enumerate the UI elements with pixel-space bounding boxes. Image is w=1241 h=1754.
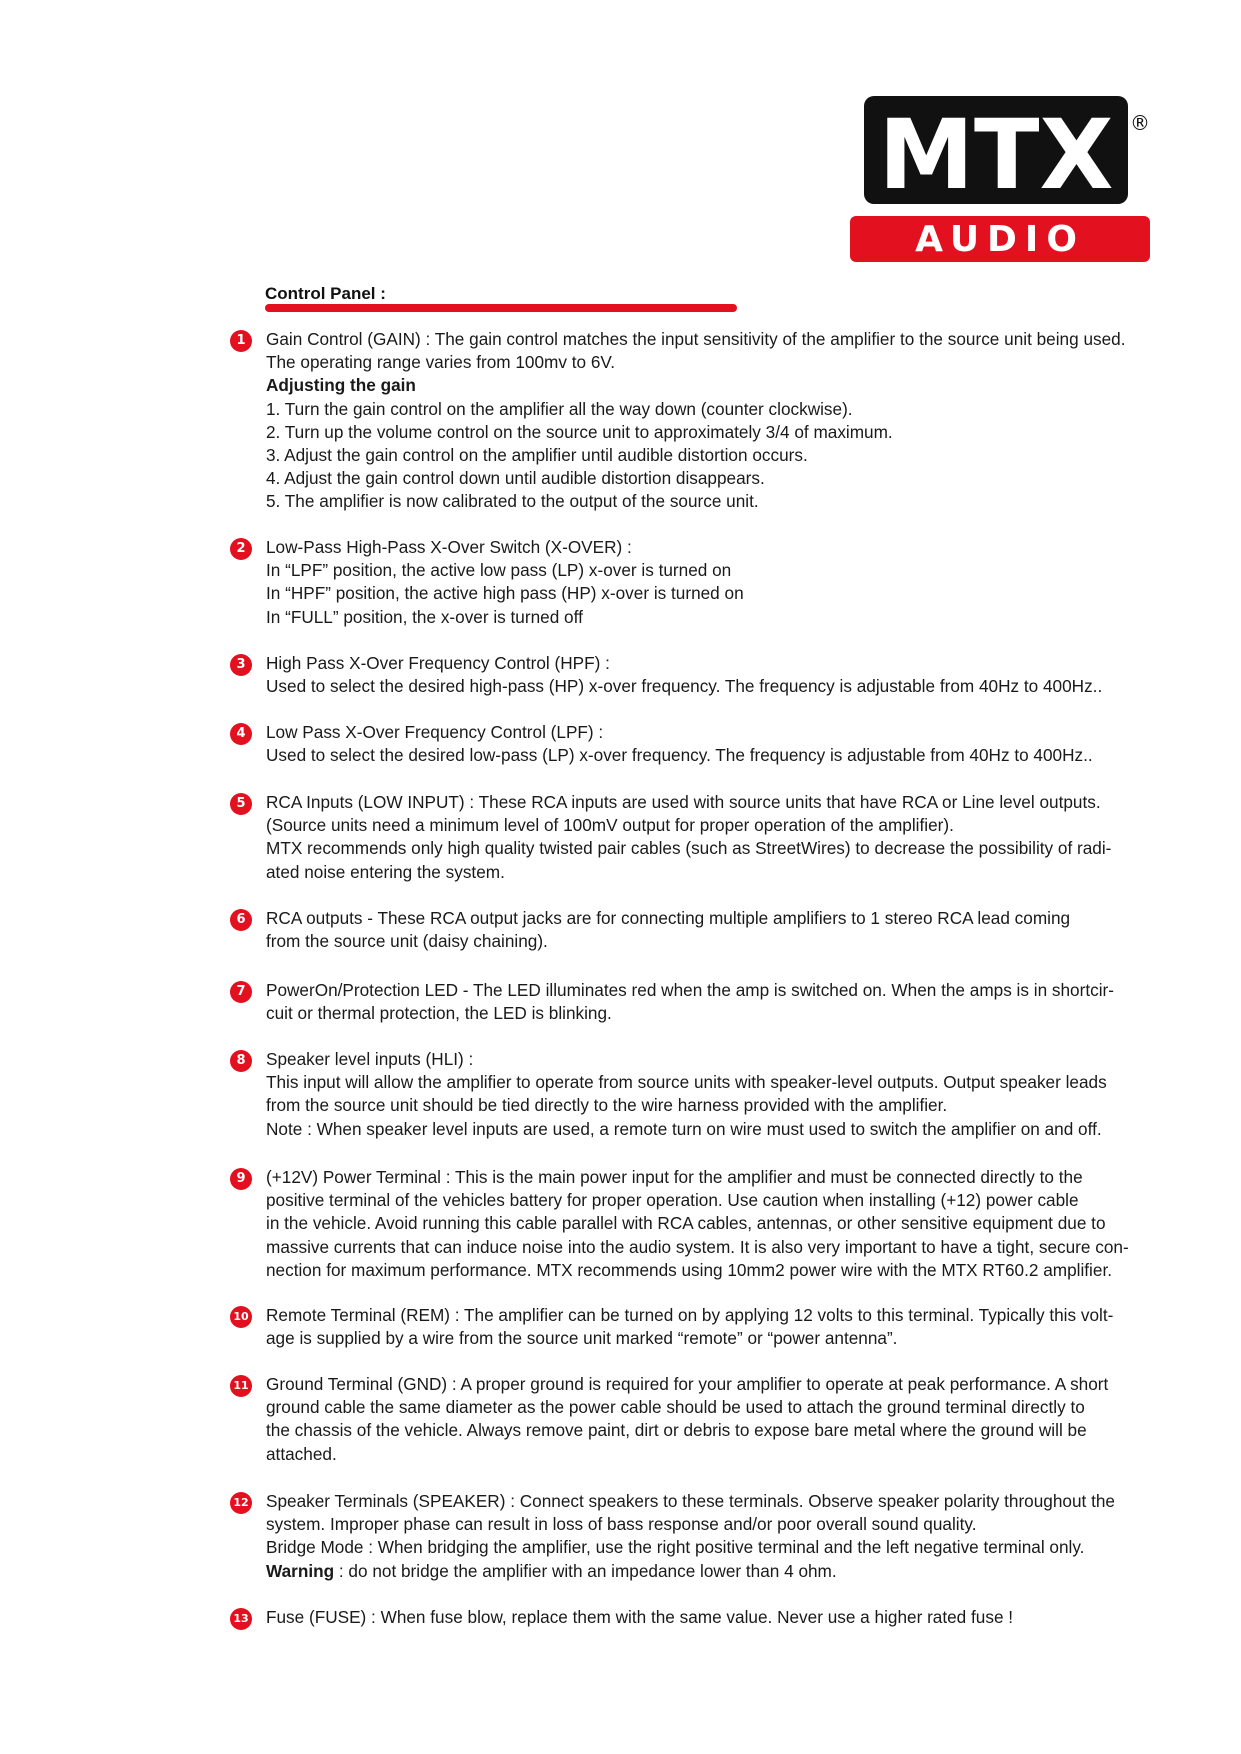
step-text: 3. Adjust the gain control on the amplifier until audible distortion occurs.	[266, 445, 808, 466]
item-text: MTX recommends only high quality twisted pair cables (such as StreetWires) to decrease the possibility of radi-	[266, 838, 1112, 859]
warning-line	[266, 1560, 1190, 1583]
item-text: PowerOn/Protection LED - The LED illuminates red when the amp is switched on. When the amps is in shortcir-	[266, 980, 1114, 1000]
warning-label: Warning	[266, 1560, 335, 1581]
item-text: nection for maximum performance. MTX recommends using 10mm2 power wire with the MTX RT60.2 amplifier.	[266, 1259, 1112, 1280]
list-item-speaker-level-inputs	[230, 1048, 1190, 1141]
item-text: cuit or thermal protection, the LED is blinking.	[266, 1003, 612, 1024]
item-text: attached.	[266, 1443, 337, 1464]
item-text: The operating range varies from 100mv to 6V.	[266, 352, 616, 373]
number-badge: 4	[230, 723, 252, 745]
item-text: Gain Control (GAIN) : The gain control matches the input sensitivity of the amplifier to the source unit being used.	[266, 329, 1126, 349]
item-text: High Pass X-Over Frequency Control (HPF) :	[266, 653, 610, 673]
list-item-hpf	[230, 652, 1190, 698]
list-item-fuse	[230, 1606, 1190, 1629]
number-badge: 3	[230, 654, 252, 676]
item-text: (+12V) Power Terminal : This is the main power input for the amplifier and must be connected directly to the	[266, 1167, 1083, 1187]
step-text: 5. The amplifier is now calibrated to the output of the source unit.	[266, 491, 759, 512]
item-text: Used to select the desired high-pass (HP) x-over frequency. The frequency is adjustable from 40Hz to 400Hz..	[266, 676, 1103, 697]
item-text: positive terminal of the vehicles battery for proper operation. Use caution when installing (+12) power cable	[266, 1190, 1079, 1211]
step-text: 1. Turn the gain control on the amplifier all the way down (counter clockwise).	[266, 398, 853, 419]
trademark-mark: ®	[1130, 111, 1150, 135]
title-underline	[265, 304, 737, 312]
item-text: from the source unit should be tied directly to the wire harness provided with the amplifier.	[266, 1095, 948, 1116]
item-text: ated noise entering the system.	[266, 861, 505, 882]
number-badge: 1	[230, 330, 252, 352]
number-badge: 9	[230, 1168, 252, 1190]
item-text: (Source units need a minimum level of 100mV output for proper operation of the amplifier).	[266, 815, 954, 836]
item-text: ground cable the same diameter as the power cable should be used to attach the ground terminal directly to	[266, 1397, 1085, 1418]
list-item-lpf	[230, 721, 1190, 767]
list-item-remote-terminal	[230, 1304, 1190, 1350]
list-item-gain-control	[230, 328, 1190, 514]
item-text: Note : When speaker level inputs are used, a remote turn on wire must used to switch the amplifier on and off.	[266, 1118, 1102, 1139]
item-text: in the vehicle. Avoid running this cable parallel with RCA cables, antennas, or other sensitive equipment due to	[266, 1213, 1106, 1234]
item-text: Low-Pass High-Pass X-Over Switch (X-OVER) :	[266, 537, 632, 557]
item-text: Bridge Mode : When bridging the amplifier, use the right positive terminal and the left negative terminal only.	[266, 1537, 1085, 1558]
item-text: Speaker Terminals (SPEAKER) : Connect speakers to these terminals. Observe speaker polarity throughout the	[266, 1491, 1115, 1511]
list-item-rca-outputs	[230, 907, 1190, 953]
warning-text: : do not bridge the amplifier with an impedance lower than 4 ohm.	[334, 1560, 837, 1581]
item-text: Fuse (FUSE) : When fuse blow, replace them with the same value. Never use a higher rated fuse !	[266, 1607, 1014, 1627]
mtx-audio-logo	[850, 88, 1160, 268]
item-text: In “LPF” position, the active low pass (LP) x-over is turned on	[266, 560, 732, 581]
number-badge: 2	[230, 538, 252, 560]
section-title: Control Panel :	[265, 284, 386, 303]
item-text: Speaker level inputs (HLI) :	[266, 1049, 474, 1069]
number-badge: 5	[230, 793, 252, 815]
item-text: Remote Terminal (REM) : The amplifier can be turned on by applying 12 volts to this terminal. Typically this volt-	[266, 1305, 1114, 1325]
item-text: massive currents that can induce noise into the audio system. It is also very important to have a tight, secure con-	[266, 1236, 1129, 1257]
item-text: This input will allow the amplifier to operate from source units with speaker-level outputs. Output speaker leads	[266, 1072, 1107, 1093]
sub-heading: Adjusting the gain	[266, 375, 416, 396]
item-text: from the source unit (daisy chaining).	[266, 931, 548, 952]
logo-graphic	[850, 88, 1160, 268]
list-item-speaker-terminals	[230, 1490, 1190, 1583]
step-text: 2. Turn up the volume control on the source unit to approximately 3/4 of maximum.	[266, 421, 893, 442]
step-text: 4. Adjust the gain control down until audible distortion disappears.	[266, 468, 765, 489]
list-item-power-led	[230, 979, 1190, 1025]
item-text: age is supplied by a wire from the source unit marked “remote” or “power antenna”.	[266, 1328, 898, 1349]
item-text: In “HPF” position, the active high pass (HP) x-over is turned on	[266, 583, 744, 604]
item-text: system. Improper phase can result in loss of bass response and/or poor overall sound quality.	[266, 1514, 977, 1535]
number-badge: 6	[230, 909, 252, 931]
list-item-rca-inputs	[230, 791, 1190, 884]
list-item-ground-terminal	[230, 1373, 1190, 1466]
logo-subtext: AUDIO	[915, 219, 1085, 260]
item-text: RCA outputs - These RCA output jacks are for connecting multiple amplifiers to 1 stereo RCA lead coming	[266, 908, 1071, 928]
number-badge: 8	[230, 1050, 252, 1072]
list-item-xover-switch	[230, 536, 1190, 629]
number-badge: 11	[230, 1375, 252, 1397]
item-text: RCA Inputs (LOW INPUT) : These RCA inputs are used with source units that have RCA or Line level outputs.	[266, 792, 1101, 812]
item-text: Used to select the desired low-pass (LP) x-over frequency. The frequency is adjustable from 40Hz to 400Hz..	[266, 745, 1093, 766]
item-text: the chassis of the vehicle. Always remove paint, dirt or debris to expose bare metal where the ground will be	[266, 1420, 1087, 1441]
number-badge: 7	[230, 981, 252, 1003]
number-badge: 10	[230, 1306, 252, 1328]
item-text: Low Pass X-Over Frequency Control (LPF) :	[266, 722, 604, 742]
logo-text: MTX	[878, 99, 1114, 211]
item-text: In “FULL” position, the x-over is turned off	[266, 606, 583, 627]
number-badge: 12	[230, 1492, 252, 1514]
list-item-power-terminal	[230, 1166, 1190, 1282]
item-text: Ground Terminal (GND) : A proper ground is required for your amplifier to operate at peak performance. A short	[266, 1374, 1109, 1394]
number-badge: 13	[230, 1608, 252, 1630]
